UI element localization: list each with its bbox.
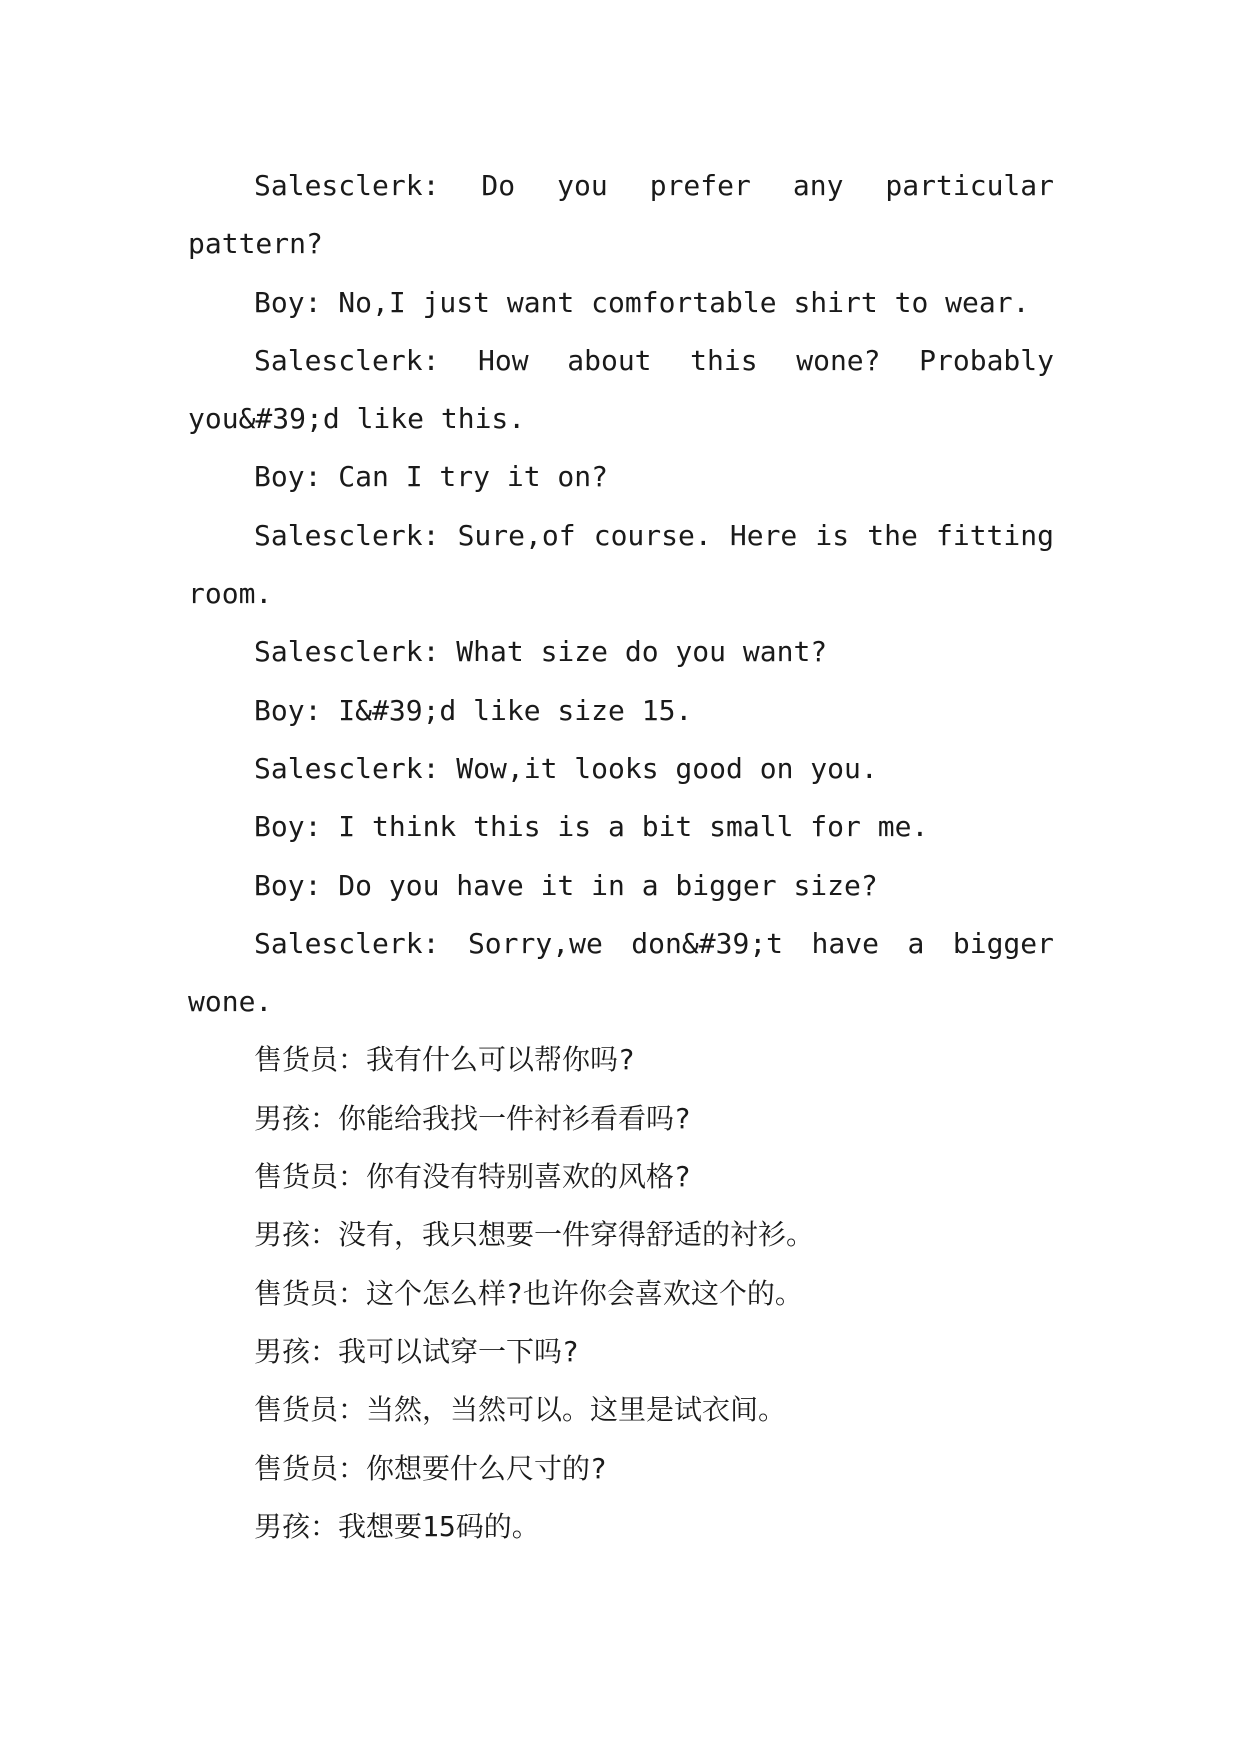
dialogue-line-en: Boy: Do you have it in a bigger size? (254, 868, 878, 902)
dialogue-line-zh: 男孩：我想要15码的。 (254, 1509, 540, 1543)
dialogue-line-en: Salesclerk: Sure,of course. Here is the fitting room. (188, 518, 1054, 611)
dialogue-line-zh: 男孩：你能给我找一件衬衫看看吗? (254, 1101, 691, 1135)
dialogue-line-zh: 男孩：我可以试穿一下吗? (254, 1334, 579, 1368)
dialogue-line-en: Boy: No,I just want comfortable shirt to wear. (254, 285, 1030, 319)
dialogue-line-en: Boy: Can I try it on? (254, 460, 609, 494)
dialogue-line-en: Salesclerk: Sorry,we don&#39;t have a bigger wone. (188, 926, 1054, 1019)
dialogue-line-en: Boy: I think this is a bit small for me. (254, 810, 929, 844)
dialogue-line-zh: 售货员：这个怎么样?也许你会喜欢这个的。 (254, 1276, 803, 1310)
dialogue-line-zh: 男孩：没有，我只想要一件穿得舒适的衬衫。 (254, 1218, 815, 1252)
dialogue-line-en: Boy: I&#39;d like size 15. (254, 693, 693, 727)
dialogue-line-zh: 售货员：你想要什么尺寸的? (254, 1451, 607, 1485)
dialogue-line-en: Salesclerk: What size do you want? (254, 635, 828, 669)
dialogue-line-en: Salesclerk: Do you prefer any particular pattern? (188, 169, 1054, 261)
dialogue-line-zh: 售货员：你有没有特别喜欢的风格? (254, 1160, 691, 1194)
dialogue-line-en: Salesclerk: Wow,it looks good on you. (254, 751, 878, 785)
dialogue-line-zh: 售货员：我有什么可以帮你吗? (254, 1043, 635, 1077)
dialogue-text (188, 157, 1054, 1556)
dialogue-line-zh: 售货员：当然，当然可以。这里是试衣间。 (254, 1393, 787, 1427)
dialogue-line-en: Salesclerk: How about this wone? Probably you&#39;d like this. (188, 343, 1054, 436)
